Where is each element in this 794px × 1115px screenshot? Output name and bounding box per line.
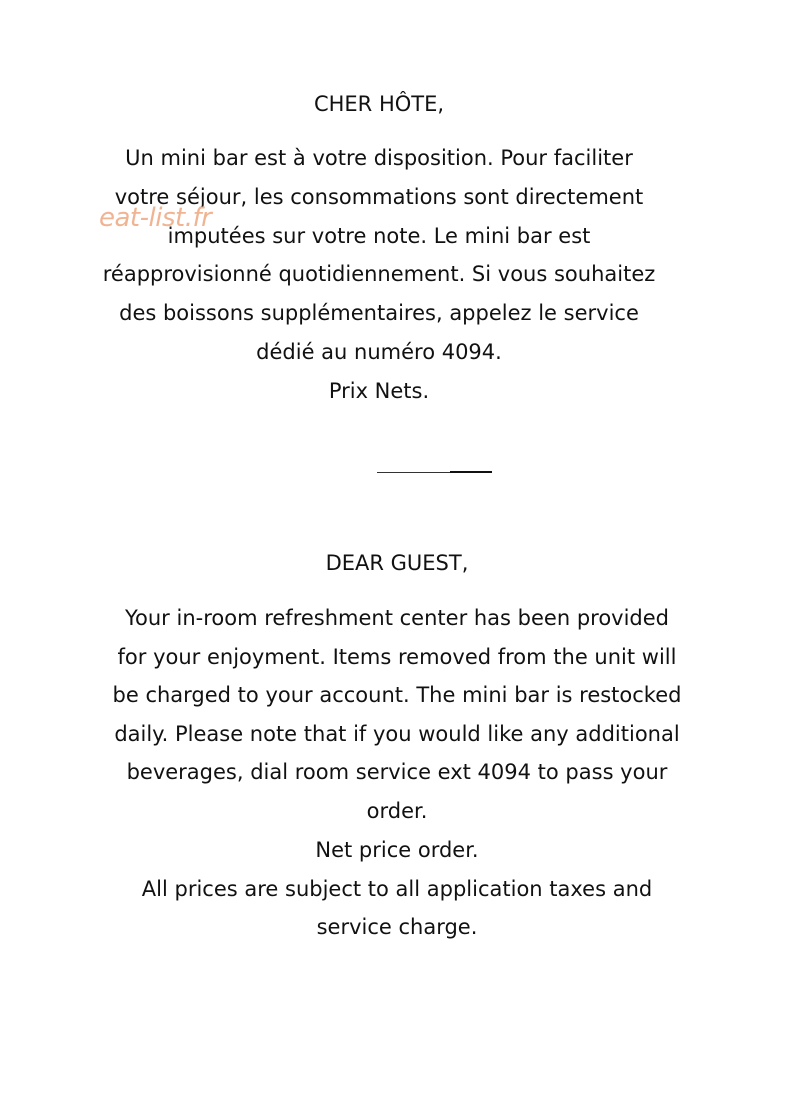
section-divider (377, 472, 450, 473)
watermark-logo: eat-list.fr (99, 203, 212, 233)
english-text-line: for your enjoyment. Items removed from the unit will (117, 645, 677, 669)
french-text-line: Un mini bar est à votre disposition. Pour faciliter (125, 146, 633, 170)
english-tax-note: service charge. (316, 915, 478, 939)
french-net-price: Prix Nets. (328, 379, 430, 403)
english-tax-note: All prices are subject to all application taxes and (141, 877, 653, 901)
english-net-price: Net price order. (315, 838, 479, 862)
section-divider-bold (450, 471, 492, 473)
english-heading: DEAR GUEST, (325, 551, 469, 575)
english-text-line: Your in-room refreshment center has been provided (124, 606, 670, 630)
french-text-line: des boissons supplémentaires, appelez le service (119, 301, 639, 325)
english-text-line: daily. Please note that if you would like any additional (114, 722, 680, 746)
french-text-line: réapprovisionné quotidiennement. Si vous souhaitez (102, 262, 656, 286)
french-text-line: dédié au numéro 4094. (256, 340, 502, 364)
english-text-line: beverages, dial room service ext 4094 to pass your (126, 760, 668, 784)
french-heading: CHER HÔTE, (313, 92, 445, 116)
english-text-line: be charged to your account. The mini bar is restocked (112, 683, 682, 707)
english-text-line: order. (366, 799, 428, 823)
french-text-line: imputées sur votre note. Le mini bar est (167, 224, 591, 248)
french-text-line: votre séjour, les consommations sont directement (114, 185, 644, 209)
